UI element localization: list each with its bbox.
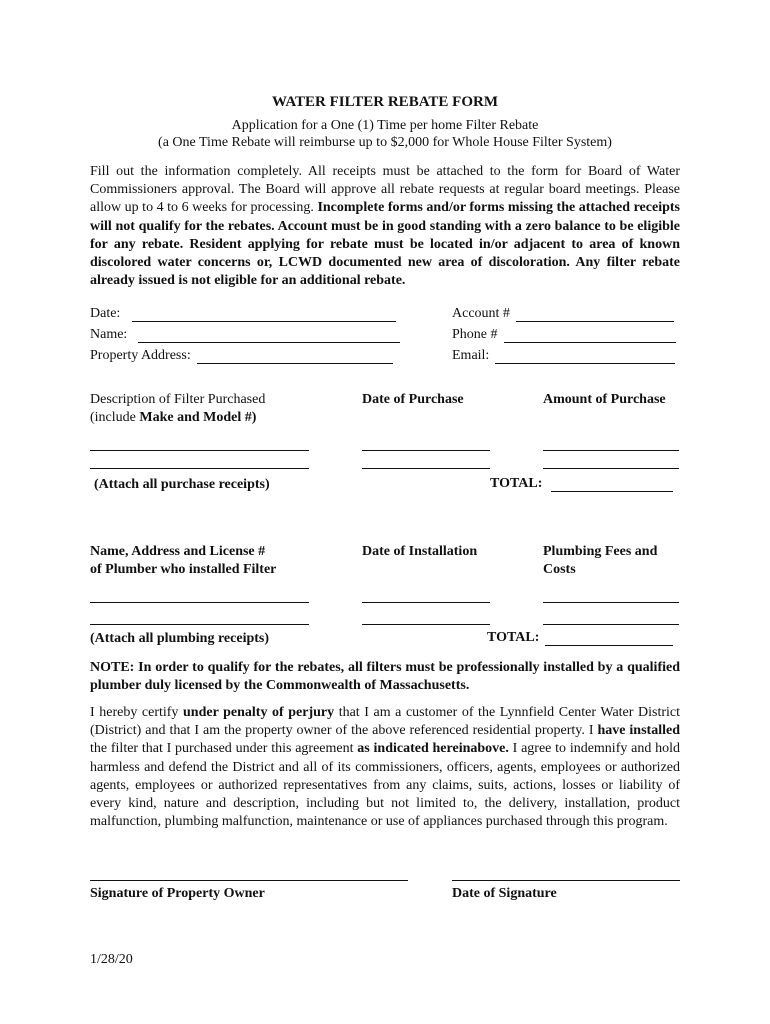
intro-text: Fill out the information completely. All receipts must be attached to the form for Board of Water Commissioners approval. The Board will approve all rebate requests at regular board meetings. Please allow up to 4 to 6 weeks for processing. [90, 164, 680, 216]
name-label: Name: [90, 327, 128, 342]
plumber-info-header [90, 543, 276, 579]
filter-description-header [90, 391, 265, 427]
phone-label: Phone # [452, 327, 498, 342]
plumbing-fees-line[interactable] [543, 624, 679, 625]
date-line[interactable] [132, 307, 396, 322]
account-field[interactable] [452, 306, 674, 322]
plumber-info-line-1: Name, Address and License # [90, 544, 266, 559]
filter-description-line-1: Description of Filter Purchased [90, 392, 266, 407]
revision-date: 1/28/20 [90, 952, 133, 967]
form-title: WATER FILTER REBATE FORM [271, 94, 498, 110]
plumbing-total-label: TOTAL: [487, 630, 540, 645]
owner-signature-line[interactable] [90, 880, 408, 881]
signature-date-line[interactable] [452, 880, 680, 881]
date-label: Date: [90, 306, 121, 321]
subtitle-line-1: Application for a One (1) Time per home Filter Rebate [231, 118, 539, 133]
plumbing-fees-line-1: Plumbing Fees and [543, 544, 658, 559]
date-of-purchase-header: Date of Purchase [362, 392, 464, 407]
purchase-date-line[interactable] [362, 468, 490, 469]
installation-date-line[interactable] [362, 624, 490, 625]
subtitle-line-2: (a One Time Rebate will reimburse up to $2,000 for Whole House Filter System) [158, 135, 612, 150]
phone-field[interactable] [452, 327, 676, 343]
certify-text-4: I agree to indemnify and hold harmless and defend the District and all of its commissioners, officers, agents, employees or authorized agents, employees or authorized representatives from any claims, suits, actions, losses or liability of every kind, nature and description, including but not limited to, the delivery, installation, product malfunction, plumbing malfunction, maintenance or use of appliances purchased through this program. [90, 741, 681, 830]
purchase-date-line[interactable] [362, 450, 490, 451]
purchase-total-label: TOTAL: [490, 476, 543, 491]
purchase-amount-line[interactable] [543, 468, 679, 469]
attach-purchase-receipts-note: (Attach all purchase receipts) [94, 477, 270, 492]
certification-paragraph [90, 704, 680, 831]
plumber-info-line-2: of Plumber who installed Filter [90, 562, 277, 577]
filter-description-line-2 [90, 409, 265, 427]
email-line[interactable] [495, 349, 675, 364]
plumbing-total-line[interactable] [545, 631, 673, 646]
intro-bold-text: Incomplete forms and/or forms missing the attached receipts will not qualify for the rebates. Account must be in good standing with a zero balance to be eligible for any rebate. Resident applying for rebate must be located in/or adjacent to area of known discolored water concerns or, LCWD documented new area of discoloration. Any filter rebate already issued is not eligible for an additional rebate. [90, 200, 680, 289]
date-field[interactable] [90, 306, 396, 322]
intro-paragraph [90, 163, 680, 290]
plumbing-total-field[interactable] [487, 630, 673, 646]
amount-of-purchase-header: Amount of Purchase [543, 392, 666, 407]
filter-description-line[interactable] [90, 468, 309, 469]
filter-description-bold: Make and Model #) [139, 410, 257, 425]
property-address-line[interactable] [197, 349, 393, 364]
owner-signature-label: Signature of Property Owner [90, 886, 265, 901]
property-address-field[interactable] [90, 348, 393, 364]
email-field[interactable] [452, 348, 675, 364]
attach-plumbing-receipts-note: (Attach all plumbing receipts) [90, 631, 270, 646]
date-of-installation-header: Date of Installation [362, 544, 478, 559]
plumber-info-line[interactable] [90, 624, 309, 625]
phone-line[interactable] [504, 328, 676, 343]
certify-bold-1: under penalty of perjury [183, 705, 335, 720]
property-address-label: Property Address: [90, 348, 191, 363]
note-paragraph: NOTE: In order to qualify for the rebates, all filters must be professionally installed by a qualified plumber duly licensed by the Commonwealth of Massachusetts. [90, 660, 680, 694]
name-field[interactable] [90, 327, 400, 343]
name-line[interactable] [138, 328, 400, 343]
plumbing-fees-header [543, 543, 657, 579]
plumbing-fees-line[interactable] [543, 602, 679, 603]
email-label: Email: [452, 348, 490, 363]
certify-text-3: the filter that I purchased under this agreement [90, 741, 358, 757]
purchase-amount-line[interactable] [543, 450, 679, 451]
signature-date-label: Date of Signature [452, 886, 557, 901]
certify-bold-3: as indicated hereinabove. [357, 741, 509, 757]
filter-description-line[interactable] [90, 450, 309, 451]
purchase-total-field[interactable] [490, 476, 673, 492]
account-line[interactable] [516, 307, 674, 322]
certify-bold-2: have installed [597, 723, 680, 739]
certify-text-1: I hereby certify [90, 705, 183, 720]
plumbing-fees-line-2: Costs [543, 562, 576, 577]
purchase-total-line[interactable] [551, 477, 673, 492]
certify-text-2: that I am a customer of the Lynnfield Center Water District (District) and that I am the property owner of the above referenced residential property. I [90, 705, 680, 739]
plumber-info-line[interactable] [90, 602, 309, 603]
filter-description-prefix: (include [90, 410, 140, 425]
installation-date-line[interactable] [362, 602, 490, 603]
account-label: Account # [452, 306, 510, 321]
